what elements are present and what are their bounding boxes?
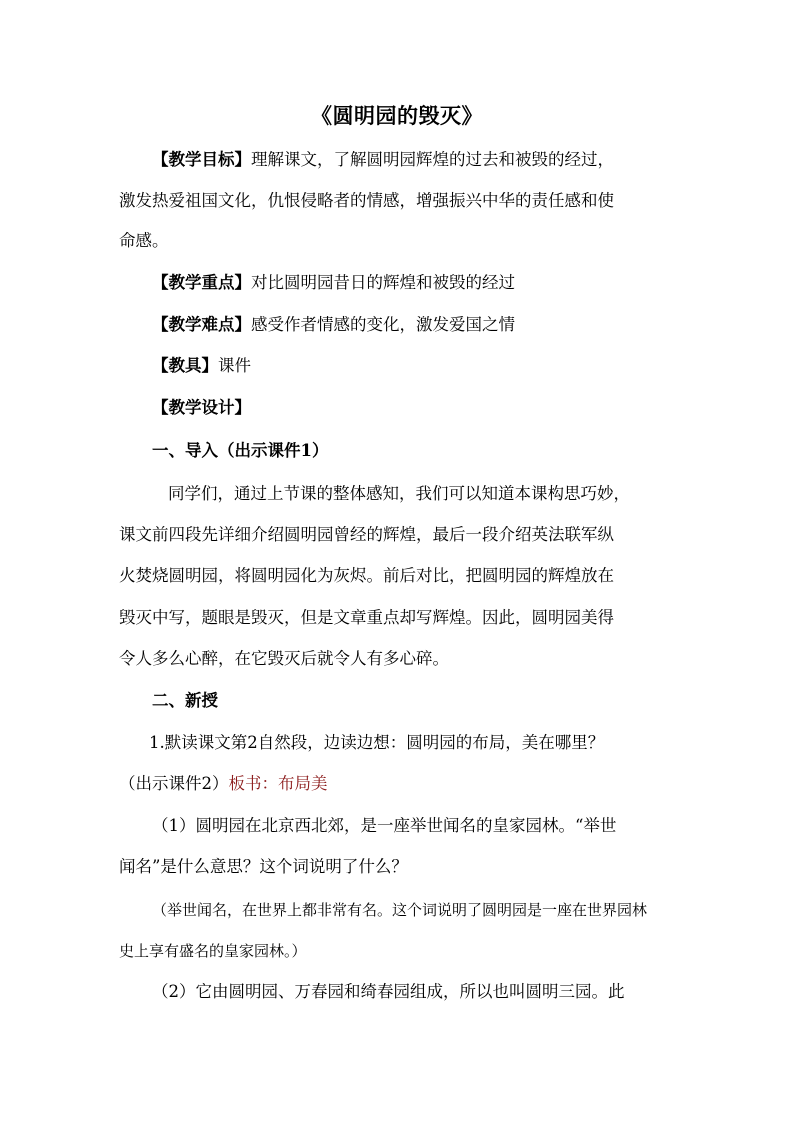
section1-para-line-4: 毁灭中写，题眼是毁灭，但是文章重点却写辉煌。因此，圆明园美得 — [119, 608, 614, 627]
board-note: 板书：布局美 — [228, 774, 328, 793]
section1-para-line-1: 同学们，通过上节课的整体感知，我们可以知道本课构思巧妙， — [168, 484, 630, 503]
section2-heading: 二、新授 — [152, 691, 218, 710]
teaching-focus-label: 【教学重点】 — [152, 273, 251, 292]
teaching-difficulty-line — [152, 313, 515, 337]
teaching-difficulty-text: 感受作者情感的变化，激发爱国之情 — [251, 315, 515, 334]
teaching-goal-line — [152, 148, 614, 172]
teaching-tools-line — [152, 354, 251, 378]
teaching-goal-line-3: 命感。 — [119, 231, 169, 250]
answer1-line-1: （举世闻名，在世界上都非常有名。这个词说明了圆明园是一座在世界园林 — [152, 901, 648, 919]
teaching-tools-text: 课件 — [218, 356, 251, 375]
teaching-goal-line-2: 激发热爱祖国文化，仇恨侵略者的情感，增强振兴中华的责任感和使 — [119, 191, 614, 210]
section1-heading: 一、导入（出示课件1） — [152, 441, 329, 460]
section2-item1-cont: （出示课件2） — [119, 774, 229, 793]
teaching-design-label: 【教学设计】 — [152, 398, 251, 417]
teaching-focus-line — [152, 271, 515, 295]
section2-item1-cont-line — [119, 772, 328, 796]
document-title: 《圆明园的毁灭》 — [311, 103, 483, 128]
question1-line-2: 闻名”是什么意思？这个词说明了什么？ — [119, 857, 408, 876]
section2-item1: 1.默读课文第2自然段，边读边想：圆明园的布局，美在哪里？ — [149, 733, 605, 752]
teaching-tools-label: 【教具】 — [152, 356, 218, 375]
section1-para-line-5: 令人多么心醉，在它毁灭后就令人有多心碎。 — [119, 649, 449, 668]
question2-line-1: （2）它由圆明园、万春园和绮春园组成，所以也叫圆明三园。此 — [152, 982, 625, 1001]
teaching-goal-text: 理解课文，了解圆明园辉煌的过去和被毁的经过， — [251, 150, 614, 169]
teaching-difficulty-label: 【教学难点】 — [152, 315, 251, 334]
question1-line-1: （1）圆明园在北京西北郊，是一座举世闻名的皇家园林。“举世 — [152, 816, 617, 835]
teaching-goal-label: 【教学目标】 — [152, 150, 251, 169]
teaching-focus-text: 对比圆明园昔日的辉煌和被毁的经过 — [251, 273, 515, 292]
section1-para-line-3: 火焚烧圆明园，将圆明园化为灰烬。前后对比，把圆明园的辉煌放在 — [119, 566, 614, 585]
answer1-line-2: 史上享有盛名的皇家园林。） — [119, 942, 307, 960]
section1-para-line-2: 课文前四段先详细介绍圆明园曾经的辉煌，最后一段介绍英法联军纵 — [119, 525, 614, 544]
